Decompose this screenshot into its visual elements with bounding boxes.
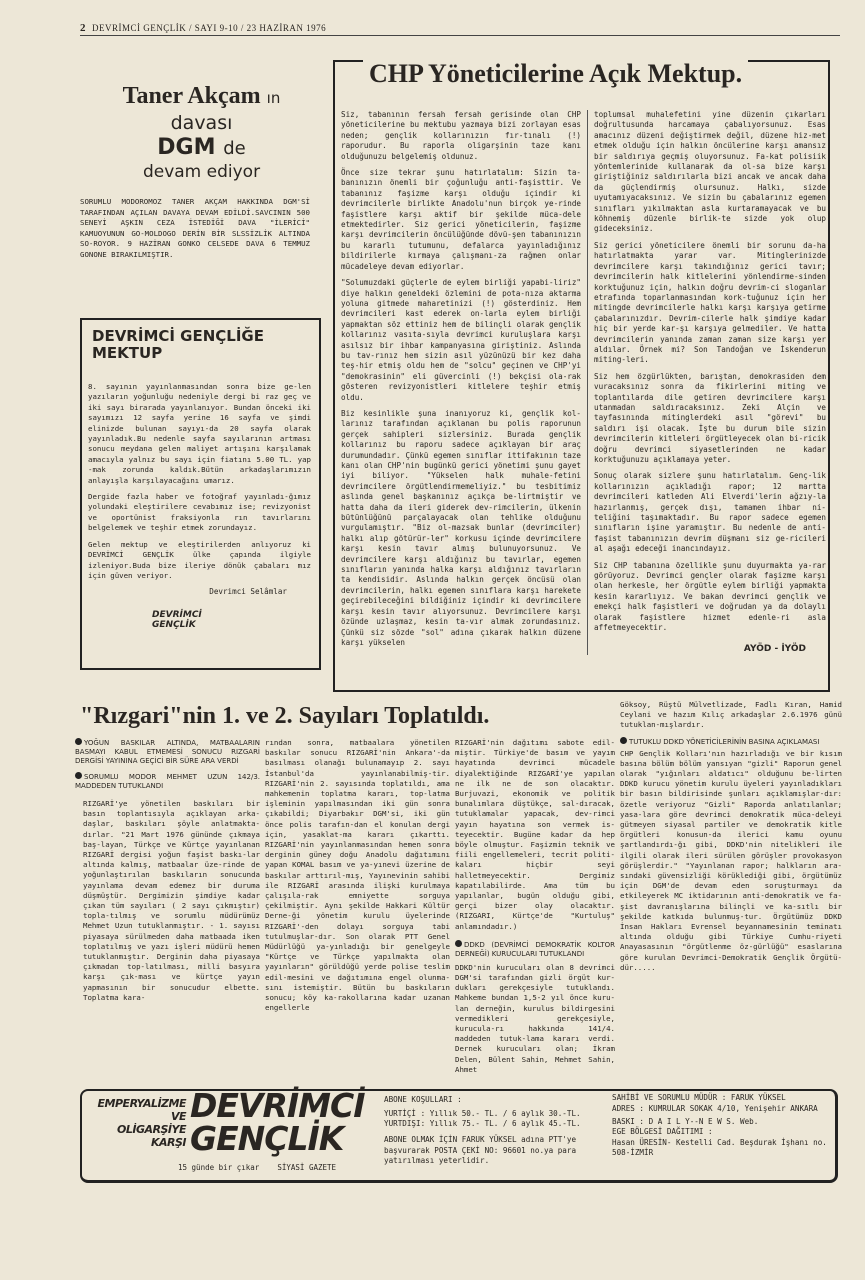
- rizgari-text: CHP Gençlik Kolları'nın hazırladığı ve bir kısım basına bölüm bölüm yansıyan "gizli" Raporun genel olarak "yığınları aldatıcı" olduğunu be-lirten DDKD kurucu yönetim kurulu üyeleri yayınladıkları bir basın bildirisinde şunları açıklamışlar-dır: özetle veriyoruz "Gizli" Raporda anlatılanlar; yasa-lara göre devrimci demokratik müca-deleyi gütmeyen siyasal partiler ve demokratik kitle örgütleri konusun-da ilerici kamu oyunu şartlandırdı-ğı gibi, DDKD'nin nitelikleri ile ilgili olarak ileri sürülen görüşler provokasyon görüşlerdir." "Yayınlanan rapor; halkların ara-sındaki güvensizliği körüklediği gibi, örgütümüz için DGM'de devam eden soruşturmayı da etkileyerek MC iktidarının anti-demokratik ve fa-şist davranışlarına bilinçli ve ka-sıtlı bir şekilde katkıda bulunmuş-tur. Örgütümüz DDKD İnsan Hakları Evrensel beyannamesinin teminatı altında olduğu gibi Türkiye Cumhu-riyeti Anayasasının "örgütlenme öz-gürlüğü" esaslarına göre kurulan Devrimci-Demokratik Gençlik Örgütü-dür.....: [620, 748, 842, 972]
- logo-line: GENÇLİK: [190, 1119, 344, 1159]
- chp-letter-box: [333, 60, 830, 692]
- mektup-body: [88, 382, 311, 581]
- page-number: 2: [80, 22, 86, 34]
- akcam-title: Taner Akçam: [122, 83, 261, 109]
- akcam-suffix: ın: [266, 89, 281, 107]
- chp-paragraph: Biz kesinlikle şuna inanıyoruz ki, gençlik kol-larınız tarafından açıklanan bu polis raporunun gerçek sahipleri sizlersiniz. Burada gençlik kollarınız bu raporu sadece açıklayan bir araç durumundadır. Çünkü egemen sınıflar ittifakının taze kanı olan CHP'nin bugünkü gerici yönetimi şunu gayet iyi biliyor. "Yükselen halk muhale-fetini devrimcilere örgütlendirmemeliyiz." bu tesbitimiz aslında genel başkanınız açıkça be-lirtmiştir ve hatta daha da ileri giderek dev-rimcilerin, ülkenin bütünlüğünü parçalayacak olan tehlike olduğunu vurgulamıştır. "Biz ol-mazsak bunlar (devrimciler) halkı alıp götürür-ler" korkusu içinde devrimcilere karşı kesin tavır almış bulunuyorsunuz. Ve devrimcilere karşı aldığınız bu tavırlar, egemen sınıfların yanında halka karşı aldığınız tavırların ta kendisidir. Aslında halkın gerçek öncüsü olan devrimcilerin, halkı egemen sınıflara karşı harekete geçirebileceğini bildiğiniz içindir ki devrimcilere karşı kesin tavır alıyorsunuz. Devrimcilere karşı özünde uzlaşmaz, kesin ta-vır almak zorundasınız. Çünkü siz sözde "sol" adına çıkarak halkın düzene karşı yükselen: [341, 408, 581, 647]
- chp-paragraph: Siz hem özgürlükten, barıştan, demokrasiden dem vuracaksınız sonra da fikirlerini miting ve toplantılarda dile getiren devrimcilere karşı utanmadan saldıracaksınız. Zeki Alçin ve tayfasınında mitinglerdeki asıl "görevi" bu saldırı işi olacak. İşte bu durum bile sizin devrimcilerin kitleleri örgütleyecek olan bi-ricik doğru devrimci siyasetlerinden ne kadar korktuğunuzu açıklamaya yeter.: [594, 371, 826, 464]
- header-rule: [80, 35, 840, 36]
- ege-distribution: EGE BÖLGESİ DAĞITIMI :: [612, 1127, 713, 1137]
- akcam-body: SORUMLU MODOROMOZ TANER AKÇAM HAKKINDA DGM'Sİ TARAFINDAN AÇILAN DAVAYA DEVAM EDİLDİ.SAVCININ 500 SENEYİ AŞKIN CEZA İSTEDİĞİ DAVA "İLERİCİ" KAMUOYUNUN GO-MOLDOGO DERİN BİR SLSSİZLİK ALTINDA SO-ROYOR. 9 HAZİRAN GONKO CELSEDE DAVA 6 TEMMUZ GONONE BIRAKILMIŞTIR.: [80, 197, 310, 259]
- masthead-box: [80, 1086, 838, 1183]
- bullet-item: [455, 940, 615, 959]
- subscription-info: [384, 1095, 602, 1166]
- rizgari-column-1: [75, 738, 260, 1003]
- bullet-text: SORUMLU MODOR MEHMET UZUN 142/3. MADDEDEN TUTUKLANDI: [75, 773, 260, 790]
- akcam-title4: devam ediyor: [142, 162, 261, 182]
- akcam-heading: [80, 82, 323, 183]
- slogan-line: KARŞI: [150, 1136, 186, 1150]
- printer: BASKI : D A I L Y--N E W S. Web.: [612, 1116, 759, 1126]
- masthead-logo: [190, 1086, 365, 1159]
- ege-address: Hasan ÜRESİN- Kestelli Cad. Beşdurak İşhanı no. 508-İZMİR: [612, 1137, 827, 1158]
- bullet-icon: [455, 940, 462, 947]
- slogan-line: EMPERYALİZME: [97, 1097, 186, 1111]
- akcam-title2: davası: [170, 112, 233, 134]
- bullet-item: [75, 772, 260, 791]
- mektup-title: DEVRİMCİ GENÇLİĞE MEKTUP: [92, 327, 264, 362]
- bullet-icon: [75, 738, 82, 745]
- address: ADRES : KUMRULAR SOKAK 4/10, Yenişehir ANKARA: [612, 1103, 818, 1113]
- mektup-logo: DEVRİMCİ GENÇLİK: [152, 609, 202, 630]
- bullet-icon: [620, 737, 627, 744]
- abone-info: ABONE OLMAK İÇİN FARUK YÜKSEL adına PTT'ye başvurarak POSTA ÇEKİ NO: 96601 no.ya para yatırılması yeterlidir.: [384, 1135, 577, 1166]
- rizgari-text: Göksoy, Rüştü Mülvetlizade, Fadlı Kıran, Hamid Ceylani ve hazım Kılıç arkadaşlar 2.6.1976 günü tutuklan-mışlardır.: [620, 700, 842, 730]
- bullet-text: TUTUKLU DDKD YÖNETİCİLERİNİN BASINA AÇIKLAMASI: [629, 737, 820, 746]
- chp-paragraph: "Solumuzdaki güçlerle de eylem birliği yapabi-liriz" diye halkın geneldeki özlemini de pota-nıza aktarma yoluna gitmede maharetinizi (!) gösterdiniz. Hem devrimcileri kast ederek on-larla eylem birliği yapmaktan söz ettiniz hem de bilinçli olarak gençlik kollarınız vasıta-sıyla devrimci kuruluşlara karşı asılsız bir ihbar kampanyasına giriştiniz. Aslında bu tav-rınız hem sizin asıl yüzünüzü bir kez daha teş-hir etmiş oldu hem de "solcu" geçinen ve CHP'yi "demokrasinin" eli güvercinli (!) bekçisi ola-rak gösteren revizyonistleri kitlelere teşhir etmiş oldu.: [341, 278, 581, 402]
- chp-paragraph: toplumsal muhalefetini yine düzenin çıkarları doğrultusunda harcamaya çabalıyorsunuz. Esas amacınız düzeni değiştirmek değil, düzene hiz-met etmek olduğu için halkın öncülerine karşı amansız bir saldırıya geçmiş oluyorsunuz. Fa-kat polisiik yöntemlerinide kullanarak da ol-sa bize karşı giriştiğiniz saldırılarla bizi ancak ve ancak daha da güçlendirmiş olursunuz. Halkı, sizde uyutamıyacaksınız. Ve sizin bu çabalarınız egemen sınıfları yıkılmaktan asla kurtaramayacak ve bu köhnemiş düzenle birlik-te sizde yok olup gideceksiniz.: [594, 110, 826, 234]
- bullet-text: YOĞUN BASKILAR ALTINDA, MATBAALARIN BASMAYI KABUL ETMEMESİ SONUCU RIZGARİ DERGİSİ YAYININA GEÇİCİ BİR SÜRE ARA VERDİ: [75, 739, 260, 765]
- rizgari-column-4: [620, 700, 842, 973]
- top-section: [80, 60, 832, 692]
- chp-signature: AYÖD - İYÖD: [743, 643, 806, 654]
- owner: SAHİBİ VE SORUMLU MÜDÜR : FARUK YÜKSEL: [612, 1093, 786, 1103]
- chp-paragraph: Siz CHP tabanına özellikle şunu duyurmakta ya-rar görüyoruz. Devrimci gençler olarak faşizme karşı olan herkesle, her örgütle eylem birliği yapmakta kesin kararlıyız. Ve bakan devrimci gençlik ve emekçi halk faşistleri ve doğrudan ya da dolaylı olarak faşistlere hizmet edenle-ri asla affetmeyecektir.: [594, 560, 826, 633]
- logo-line: DEVRİMCİ: [190, 1086, 365, 1126]
- chp-columns: [341, 110, 826, 655]
- chp-column-1: [341, 110, 588, 655]
- chp-column-2: [588, 110, 826, 655]
- rizgari-text: RIZGARİ'nin dağıtımı sabote edil-miştir. Türkiye'de basım ve yayım hayatında devrimci mücadele diyalektiğinde RIZGARİ'ye yapılan ne ilk ne de son olacaktır. Burjuvazi, ekonomik ve politik bunalımlara düştükçe, sal-dıracak, tutuklamalar yapacak, dev-rimci yayın hayatına son vermek is-teyecektir. Bugüne kadar da hep böyle olmuştur. Faşizmin teknik ve fiili engellemeleri, tecrit politi-kaları hiçbir seyi halletmeyecektir. Dergimiz kapatılabilirde. Ama tüm bu yapılanlar, bugün olduğu gibi, gerçi bizer olay olacaktır. (RIZGARI, Kürtçe'de "Kurtuluş" anlamındadır.): [455, 738, 615, 931]
- publisher-info: [612, 1093, 834, 1158]
- tagline-text: 15 günde bir çıkar: [178, 1163, 260, 1173]
- rizgari-column-2: rından sonra, matbaalara yönetilen baskılar sonucu RIZGARİ'nin Ankara'-da basılması olanağı bulunamayıp 2. sayı İstanbul'da yayınlanabilmiş-tir. RIZGARİ'nin 2. sayısında toplatıldı, ama mahkemenin toplatma kararı, top-latma işleminin yapılmasından iki gün sonra çıkabildi; Diyarbakır DGM'si, iki gün önce polis tarafın-dan el konulan dergi için, yasaklat-ma kararı çıkarttı. RIZGARİ'nin yayınlanmasından hemen sonra derginin güney doğu Anadolu dağıtımını yapan KOMAL basım ve ya-yınevi üzerine de baskılar arttırıl-mış, Yayınevinin sahibi ile RIZGARİ arasında ilişki kurulmaya çalışıla-rak emniyette sorguya çekilmiştir. Aynı şekilde Hakkari Kültür Derne-ği yönetim kurulu üyelerinde RIZGARİ'-den dolayı sorguya tabi tutulmuşlar-dır. Son olarak PTT Genel Müdürlüğü ya-yınladığı bir genelgeyle "Kürtçe ve Türkçe yapılmakta olan yayınların" görüldüğü yerde polise teslim edil-mesini ve dağıtımına engel olunma-sını istemiştir. Bütün bu baskıların sonucu; köy ka-rakollarına kadar uzanan engellerle: [265, 738, 450, 1013]
- bullet-text: DDKD (DEVRİMCİ DEMOKRATİK KOLTOR DERNEĞİ) KURUCULARI TUTUKLANDI: [455, 940, 615, 958]
- bullet-item: [75, 738, 260, 766]
- page-header: [80, 22, 326, 34]
- rizgari-column-3: [455, 738, 615, 1075]
- akcam-de: de: [223, 138, 246, 159]
- price-abroad: YURTDIŞI: Yıllık 75.- TL. / 6 aylık 45.-TL.: [384, 1118, 581, 1128]
- mektup-paragraph: Gelen mektup ve eleştirilerden anlıyoruz ki DEVRİMCİ GENÇLİK ülke çapında ilgiyle izleniyor.Buda bize ileriye dönük çabaları mız için güven veriyor.: [88, 539, 311, 580]
- rizgari-text: RIZGARİ'ye yönetilen baskıları bir basın toplantısıyla açıklayan arka-daşlar, baskıları şöyle anlatmakta-dırlar. "21 Mart 1976 gününde çıkmaya baş-layan, Türkçe ve Kürtçe yayınlanan RIZGARİ dergisi yoğun faşist baskı-lar altında kalmış, matbaalar üze-rinde de yoğunlaştırılan baskıların sonucunda yayınlama devam edemez bir duruma düşmüştür. Dergimizin şimdiye kadar çıkan tüm sayıları ( 2 sayı çıkmıştır) topla-tılmış ve sorumlu müdürümüz Mehmet Uzun tutuklanmıştır. - 1. sayısı piyasaya sürülmeden daha matbaada iken toplatılmış ve yazı işleri müdürü hemen tutuklanmıştır. Derginin daha piyasaya çıkmadan top-latılması, milli basyıra karşı çık-ması ve kürtçe yayın yapmasının bir sonucudur elbette. Toplatma kara-: [83, 799, 260, 1002]
- mektup-paragraph: Dergide fazla haber ve fotoğraf yayınladı-ğımız yolundaki eleştirilere cevabımız ise; revizyonist ve oportünist fraksiyonla rın tavırlarını belgelemek ve teşhir etmek zorundayız.: [88, 492, 311, 533]
- slogan: [86, 1097, 186, 1149]
- chp-paragraph: Sonuç olarak sizlere şunu hatırlatalım. Genç-lik kollarınızın açıkladığı rapor; 12 martta devrimcileri katleden Ali Elverdi'lerin ağzıy-la hazırlanmış, gerçek dışı, tamamen ihbar ni-teliğini taşımaktadır. Bu rapor sadece egemen sınıfların işine yaramıştır. Bu nedenle de anti-faşist tabanınızın devrim düşmanı siz ge-ricileri al aşağı edeceği inancındayız.: [594, 471, 826, 554]
- akcam-dgm: DGM: [157, 135, 216, 160]
- rizgari-text: DDKD'nin kurucuları olan 8 devrimci DGM'si tarafından gizli örgüt kur-dukları gerekçesiyle tutuklandı. Mahkeme bundan 1,5-2 yıl önce kuru-lan derneğin, kurulus bildirgesini vermedikleri gerekçesiyle, kurucula-rı hakkında 141/4. maddeden tutuk-lama kararı verdi. Dernek kurucuları olan; İkram Delen, Bülent Sahin, Mehmet Sahin, Ahmet: [455, 962, 615, 1074]
- mektup-signature: Devrimci Selâmlar: [209, 587, 287, 597]
- slogan-line: VE: [170, 1110, 186, 1124]
- slogan-line: OLİGARŞİYE: [117, 1123, 186, 1137]
- abone-title: ABONE KOŞULLARI :: [384, 1095, 462, 1105]
- left-column: [80, 60, 323, 670]
- price-domestic: YURTİÇİ : Yıllık 50.- TL. / 6 aylık 30.-TL.: [384, 1108, 581, 1118]
- mektup-paragraph: 8. sayının yayınlanmasından sonra bize ge-len yazıların yoğunluğu nedeniyle dergi bi raz geç ve iki sayı birarada yayınlanıyor. Bundan önceki iki sayımızı 12 sayfa yerine 16 sayfa ve şimdi elinizde bulunan sayıyı-da 20 sayfa olarak yayınladık.Bu nedenle sayfa sayılarının artması sonucu meydana gelen maliyet artışını karşılamak amacıyla yalnız bu sayı için fiatını 5.00 TL. yap -mak zorunda kaldık.Bütün arkadaşlarımızın anlayışla karşılayacağını umarız.: [88, 382, 311, 485]
- rizgari-section: [75, 700, 865, 1075]
- tagline-text: SİYASİ GAZETE: [277, 1163, 337, 1173]
- chp-paragraph: Siz, tabanının fersah fersah gerisinde olan CHP yöneticilerine bu mektubu yazmaya bizi zorlayan esas neden; gençlik kollarınızın fır-tınalı (!) raporudur. Bu raporla oligarşinin taze kanı olduğunuzu belgelemiş oldunuz.: [341, 110, 581, 161]
- mektup-box: [80, 318, 321, 670]
- chp-title: CHP Yöneticilerine Açık Mektup.: [363, 58, 748, 90]
- tagline: [178, 1163, 336, 1173]
- header-text: DEVRİMCİ GENÇLİK / SAYI 9-10 / 23 HAZİRAN 1976: [92, 23, 327, 33]
- bullet-icon: [75, 772, 82, 779]
- chp-paragraph: Siz gerici yöneticilere önemli bir sorunu da-ha hatırlatmakta yarar var. Mitinglerinizde devrimcilere karşı takındığınız gerici tavır; devrimcilerin halk kitlelerini yönlendirme-sinden korktuğunuz için, halkın doğru devrim-ci sloganlar etrafında toparlanmasından kork-tuğunuz için her mitingde devrimcilerle halkı karşı karşıya getirme çabalarınızdır. Devrim-cilerle halk şimdiye kadar hiç bir yerde kar-şı karşıya gelmediler. Ve hatta devrimcilerin yanında zaman zaman size karşı yer aldılar. Örnek mi? Son Tandoğan ve İskenderun miting-leri.: [594, 240, 826, 365]
- rizgari-headline: "Rızgari"nin 1. ve 2. Sayıları Toplatıldı.: [80, 703, 490, 729]
- bullet-item: [620, 737, 842, 747]
- chp-paragraph: Önce size tekrar şunu hatırlatalım: Sizin ta-banınızın önemli bir çoğunluğu anti-faşisttir. Ve tabanınız faşizme karşı olduğu içindir ki devrimcilerle birlikte Anadolu'nun birçok ye-rinde faşistlere karşı aktif bir şekilde müca-dele etmektedirler. Siz gerici yöneticilerin, faşizme karşı devrimcilerin öncülüğünde dövü-şen tabanınızın bu kararlı tutumunu, defalarca yayınladığınız bildirilerle kırmaya çalışmanı-za rağmen onlar mücadeleye devam ediyorlar.: [341, 168, 581, 271]
